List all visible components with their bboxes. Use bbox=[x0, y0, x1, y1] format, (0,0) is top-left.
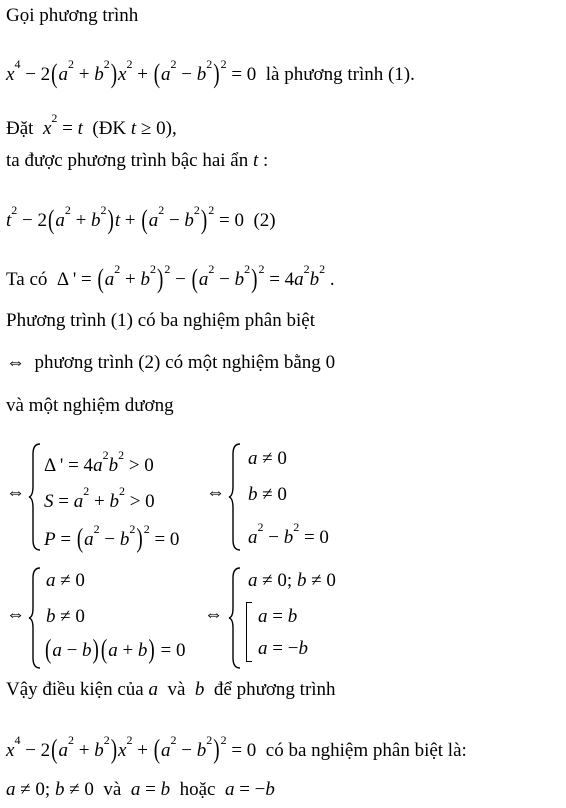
equiv-symbol: ⇔ bbox=[204, 604, 223, 625]
system-1-line-1: Δ ' = $4a^2b^2 > 0$ bbox=[44, 448, 154, 476]
brace-left bbox=[228, 442, 242, 552]
equiv-symbol: ⇔ bbox=[206, 482, 225, 503]
equation-1-caption: là phương trình (1). bbox=[265, 64, 415, 85]
system-2-line-1: a ≠ 0 bbox=[248, 448, 287, 469]
brace-left bbox=[228, 566, 242, 670]
equation-1-repeat: $x^4 - 2(a^2 + b^2)x^2 + (a^2 - b^2)^2 = 0$ có ba nghiệm phân biệt là: bbox=[6, 733, 467, 766]
system-row-1 bbox=[6, 436, 566, 556]
system-2-line-2: b ≠ 0 bbox=[248, 484, 287, 505]
system-4-line-3: a = −b bbox=[258, 638, 308, 659]
system-row-2 bbox=[6, 562, 566, 672]
system-4-line-2: a = b bbox=[258, 606, 298, 627]
statement-three-roots: Phương trình (1) có ba nghiệm phân biệt bbox=[6, 310, 315, 331]
equiv-symbol: ⇔ bbox=[6, 604, 25, 625]
conclusion-text: Vậy điều kiện của a và b để phương trình bbox=[6, 679, 336, 700]
conclusion-caption: có ba nghiệm phân biệt là: bbox=[265, 740, 467, 761]
bracket-or bbox=[246, 602, 252, 662]
discriminant-line: Ta có Δ ' = $(a^2 + b^2)^2 - (a^2 - b^2)^2 = 4a^2b^2$ . bbox=[6, 262, 335, 295]
equiv-symbol: ⇔ bbox=[6, 482, 25, 503]
system-1-line-3: $P = (a^2 - b^2)^2 = 0$ bbox=[44, 522, 180, 555]
brace-left bbox=[28, 442, 42, 552]
statement-positive-root: và một nghiệm dương bbox=[6, 395, 174, 416]
system-1-line-2: $S = a^2 + b^2 > 0$ bbox=[44, 484, 155, 512]
statement-zero-root: ⇔ phương trình (2) có một nghiệm bằng 0 bbox=[6, 352, 336, 373]
equation-1: $x^4 - 2(a^2 + b^2)x^2 + (a^2 - b^2)^2 = 0$ là phương trình (1). bbox=[6, 57, 415, 90]
final-answer: a ≠ 0; b ≠ 0 và a = b hoặc a = −b bbox=[6, 779, 275, 800]
brace-left bbox=[28, 566, 42, 670]
system-3-line-1: a ≠ 0 bbox=[46, 570, 85, 591]
quadratic-intro: ta được phương trình bậc hai ẩn t : bbox=[6, 150, 269, 171]
system-3-line-2: b ≠ 0 bbox=[46, 606, 85, 627]
system-4-line-1: a ≠ 0; b ≠ 0 bbox=[248, 570, 336, 591]
equation-2: $t^2 - 2(a^2 + b^2)t + (a^2 - b^2)^2 = 0$ (2) bbox=[6, 203, 276, 236]
intro-text: Gọi phương trình bbox=[6, 5, 139, 26]
system-2-line-3: $a^2 - b^2 = 0$ bbox=[248, 520, 329, 548]
substitution-text: Đặt $x^2 = t$ (ĐK t ≥ 0), bbox=[6, 111, 177, 139]
system-3-line-3: (a − b) (a + b) = 0 bbox=[45, 635, 186, 666]
